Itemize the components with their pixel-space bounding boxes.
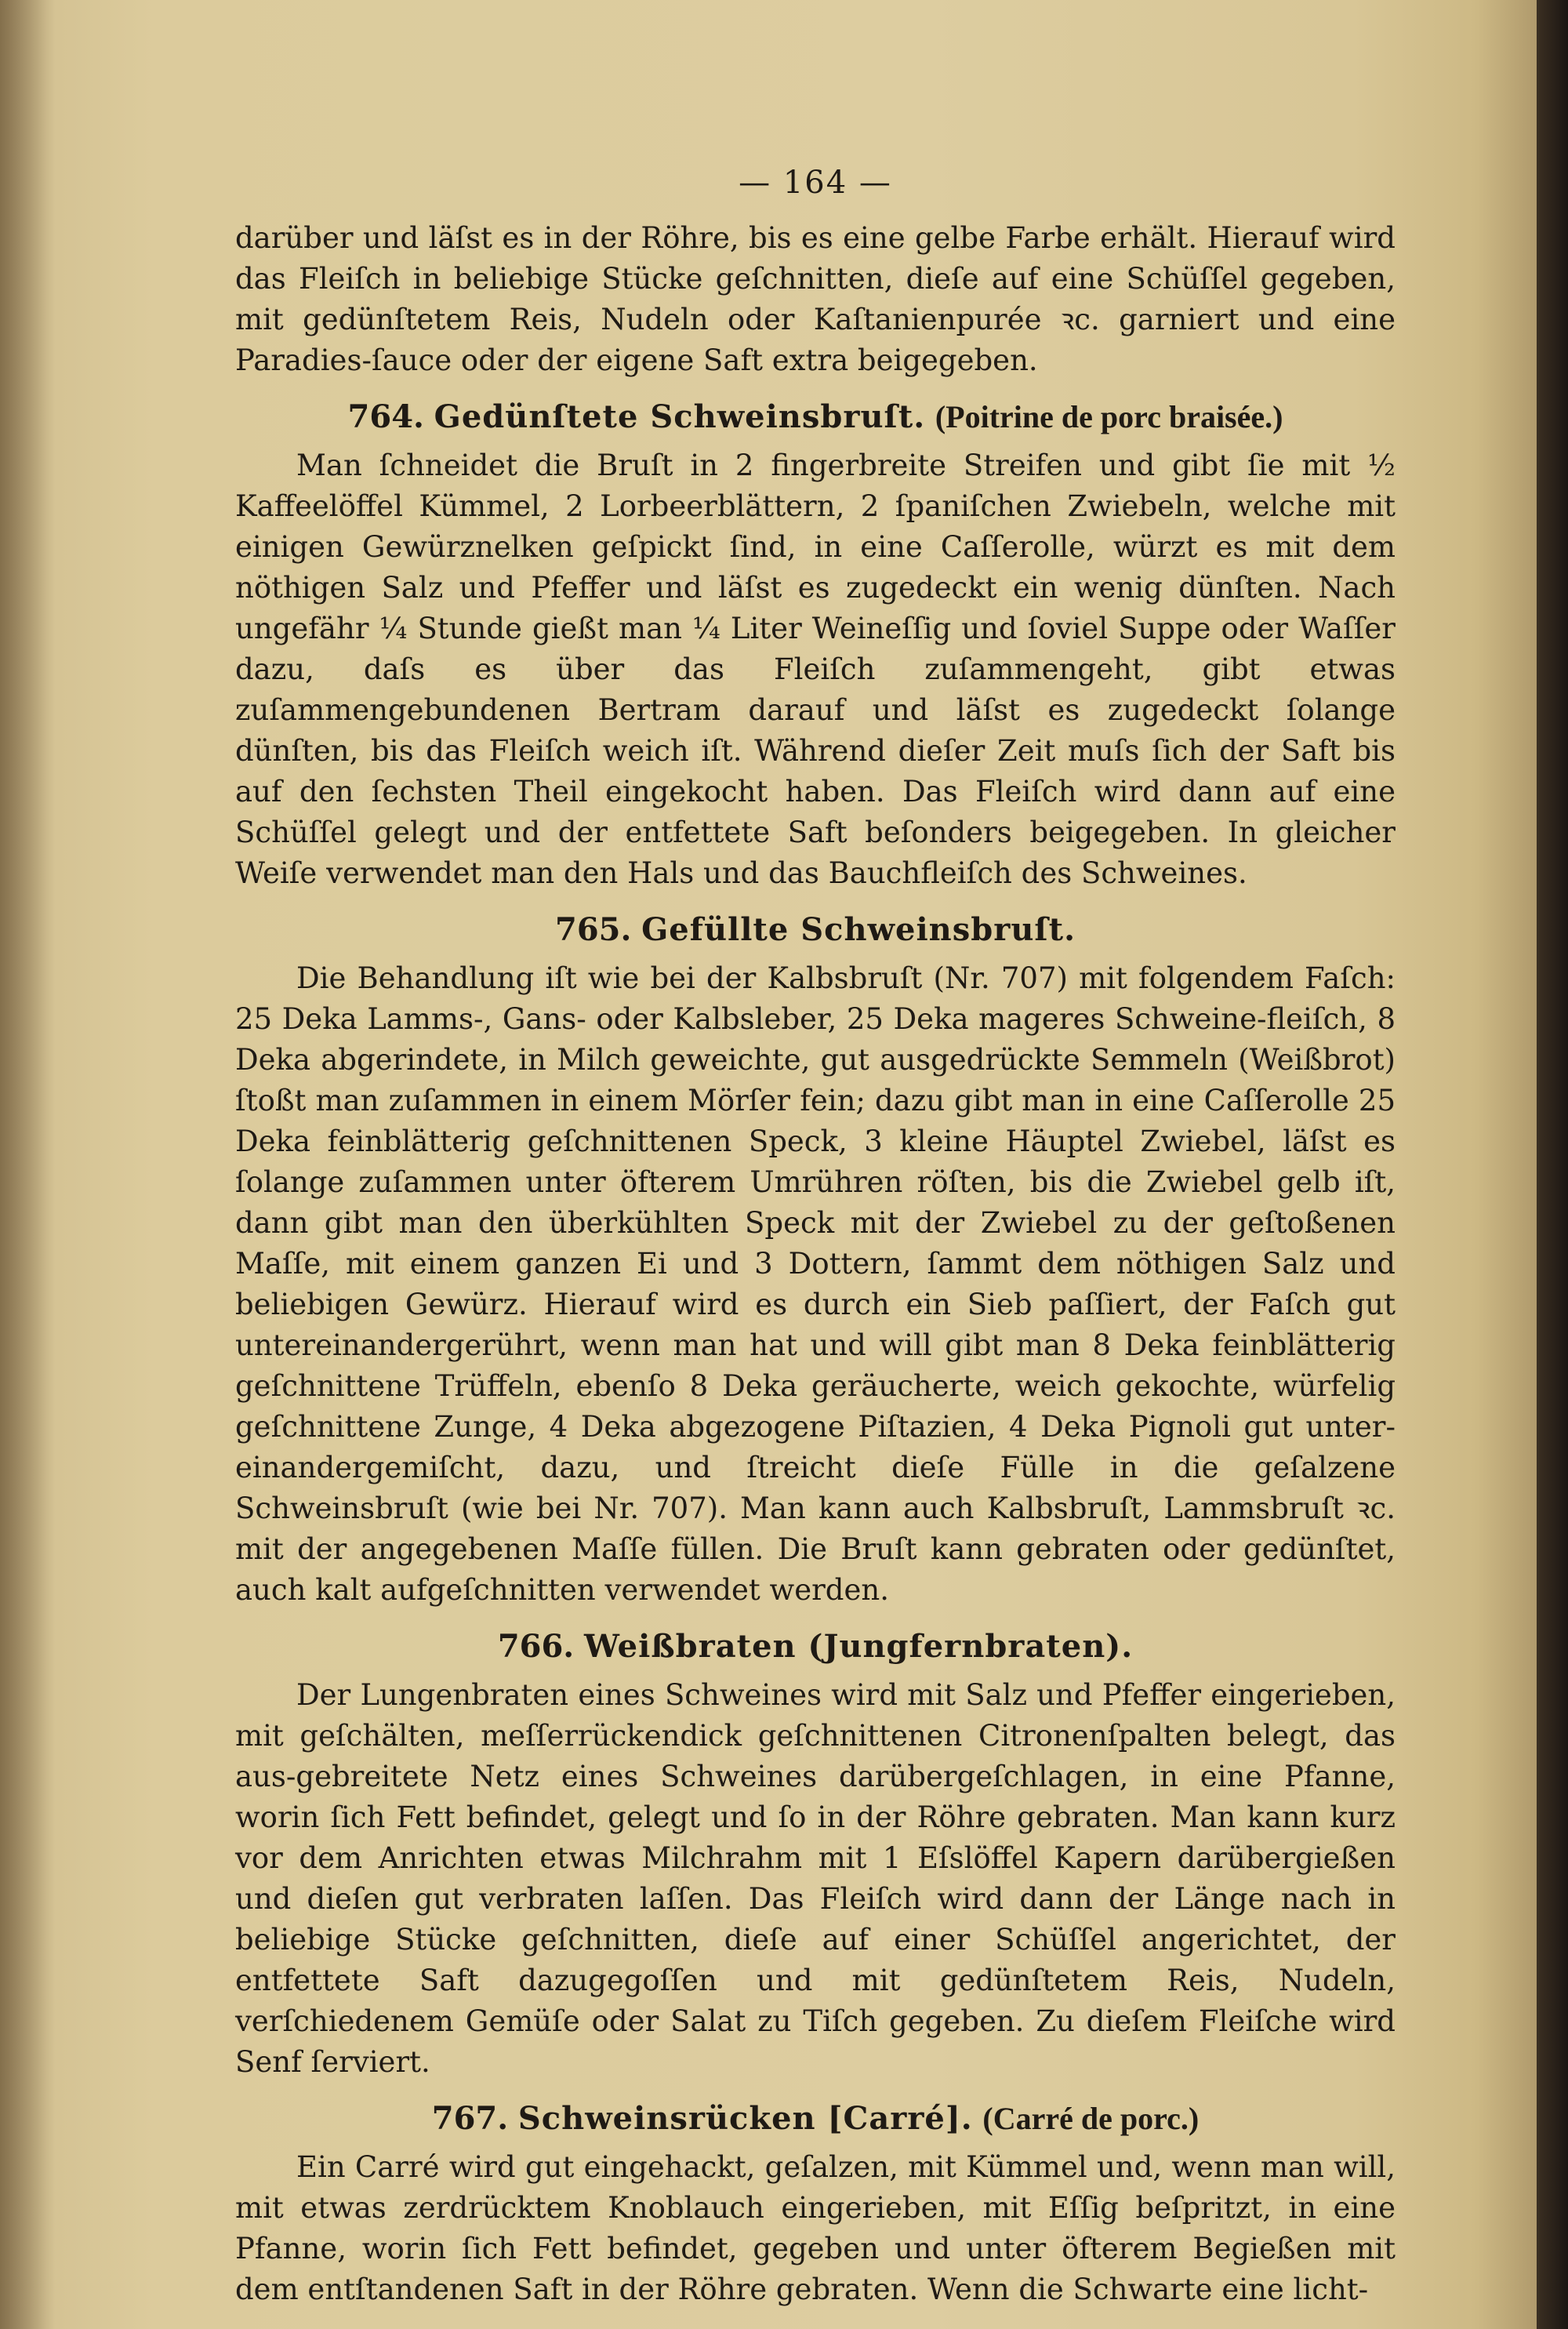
recipe-title: Gedünſtete Schweinsbruſt. xyxy=(434,398,926,435)
recipe-title: Gefüllte Schweinsbruſt. xyxy=(641,911,1076,948)
intro-paragraph: darüber und läſst es in der Röhre, bis es eine gelbe Farbe erhält. Hierauf wird das Fleiſch in beliebige Stücke geſchnitten, dieſe auf eine Schüſſel gegeben, mit gedünſtetem Reis, Nudeln oder Kaſtanienpurée ꝛc. garniert und eine Paradies-ſauce oder der eigene Saft extra beigegeben. xyxy=(235,221,1396,377)
recipe-766-text: Der Lungenbraten eines Schweines wird mit Salz und Pfeffer eingerieben, mit geſchälten, meſſerrückendick geſchnittenen Citronenſpalten belegt, das aus-gebreitete Netz eines Schweines darübergeſchlagen, in eine Pfanne, worin ſich Fett befindet, gelegt und ſo in der Röhre gebraten. Man kann kurz vor dem Anrichten etwas Milchrahm mit 1 Eſslöffel Kapern darübergießen und dieſen gut verbraten laſſen. Das Fleiſch wird dann der Länge nach in beliebige Stücke geſchnitten, dieſe auf einer Schüſſel angerichtet, der entfettete Saft dazugegoſſen und mit gedünſtetem Reis, Nudeln, verſchiedenem Gemüſe oder Salat zu Tiſch gegeben. Zu dieſem Fleiſche wird Senf ſerviert. xyxy=(235,1678,1396,2079)
recipe-heading-767 xyxy=(235,2097,1396,2141)
recipe-french-title: (Poitrine de porc braisée.) xyxy=(935,399,1283,434)
recipe-title: Schweinsrücken [Carré]. xyxy=(517,2100,973,2137)
recipe-number: 764. xyxy=(347,398,424,435)
recipe-heading-766 xyxy=(235,1625,1396,1669)
recipe-heading-765 xyxy=(235,908,1396,952)
recipe-765-text: Die Behandlung iſt wie bei der Kalbsbruſt (Nr. 707) mit folgendem Faſch: 25 Deka Lamms-, Gans- oder Kalbsleber, 25 Deka mageres Schweine-fleiſch, 8 Deka abgerindete, in Milch geweichte, gut ausgedrückte Semmeln (Weißbrot) ſtoßt man zuſammen in einem Mörſer fein; dazu gibt man in eine Caſſerolle 25 Deka feinblätterig geſchnittenen Speck, 3 kleine Häuptel Zwiebel, läſst es ſolange zuſammen unter öfterem Umrühren röſten, bis die Zwiebel gelb iſt, dann gibt man den überkühlten Speck mit der Zwiebel zu der geſtoßenen Maſſe, mit einem ganzen Ei und 3 Dottern, ſammt dem nöthigen Salz und beliebigen Gewürz. Hierauf wird es durch ein Sieb paſſiert, der Faſch gut untereinandergerührt, wenn man hat und will gibt man 8 Deka feinblätterig geſchnittene Trüffeln, ebenſo 8 Deka geräucherte, weich gekochte, würfelig geſchnittene Zunge, 4 Deka abgezogene Piſtazien, 4 Deka Pignoli gut unter-einandergemiſcht, dazu, und ſtreicht dieſe Fülle in die geſalzene Schweinsbruſt (wie bei Nr. 707). Man kann auch Kalbsbruſt, Lammsbruſt ꝛc. mit der angegebenen Maſſe füllen. Die Bruſt kann gebraten oder gedünſtet, auch kalt aufgeſchnitten verwendet werden. xyxy=(235,961,1396,1607)
recipe-number: 767. xyxy=(431,2100,509,2137)
recipe-heading-764 xyxy=(235,395,1396,439)
recipe-french-title: (Carré de porc.) xyxy=(982,2101,1200,2136)
recipe-767-text: Ein Carré wird gut eingehackt, geſalzen, mit Kümmel und, wenn man will, mit etwas zerdrücktem Knoblauch eingerieben, mit Eſſig beſpritzt, in eine Pfanne, worin ſich Fett befindet, gegeben und unter öfterem Begießen mit dem entſtandenen Saft in der Röhre gebraten. Wenn die Schwarte eine licht- xyxy=(235,2150,1396,2306)
recipe-number: 766. xyxy=(497,1628,575,1665)
recipe-number: 765. xyxy=(554,911,632,948)
recipe-764-text: Man ſchneidet die Bruſt in 2 fingerbreite Streifen und gibt ſie mit ½ Kaffeelöffel Kümmel, 2 Lorbeerblättern, 2 ſpaniſchen Zwiebeln, welche mit einigen Gewürznelken geſpickt ſind, in eine Caſſerolle, würzt es mit dem nöthigen Salz und Pfeffer und läſst es zugedeckt ein wenig dünſten. Nach ungefähr ¼ Stunde gießt man ¼ Liter Weineſſig und ſoviel Suppe oder Waſſer dazu, daſs es über das Fleiſch zuſammengeht, gibt etwas zuſammengebundenen Bertram darauf und läſst es zugedeckt ſolange dünſten, bis das Fleiſch weich iſt. Während dieſer Zeit muſs ſich der Saft bis auf den ſechsten Theil eingekocht haben. Das Fleiſch wird dann auf eine Schüſſel gelegt und der entfettete Saft beſonders beigegeben. In gleicher Weiſe verwendet man den Hals und das Bauchfleiſch des Schweines. xyxy=(235,449,1396,890)
page-number: — 164 — xyxy=(739,165,892,201)
book-cover-edge xyxy=(1537,0,1568,2329)
page-content xyxy=(235,165,1396,2310)
recipe-title: Weißbraten (Jungfernbraten). xyxy=(583,1628,1134,1665)
spine-shadow xyxy=(0,0,55,2329)
